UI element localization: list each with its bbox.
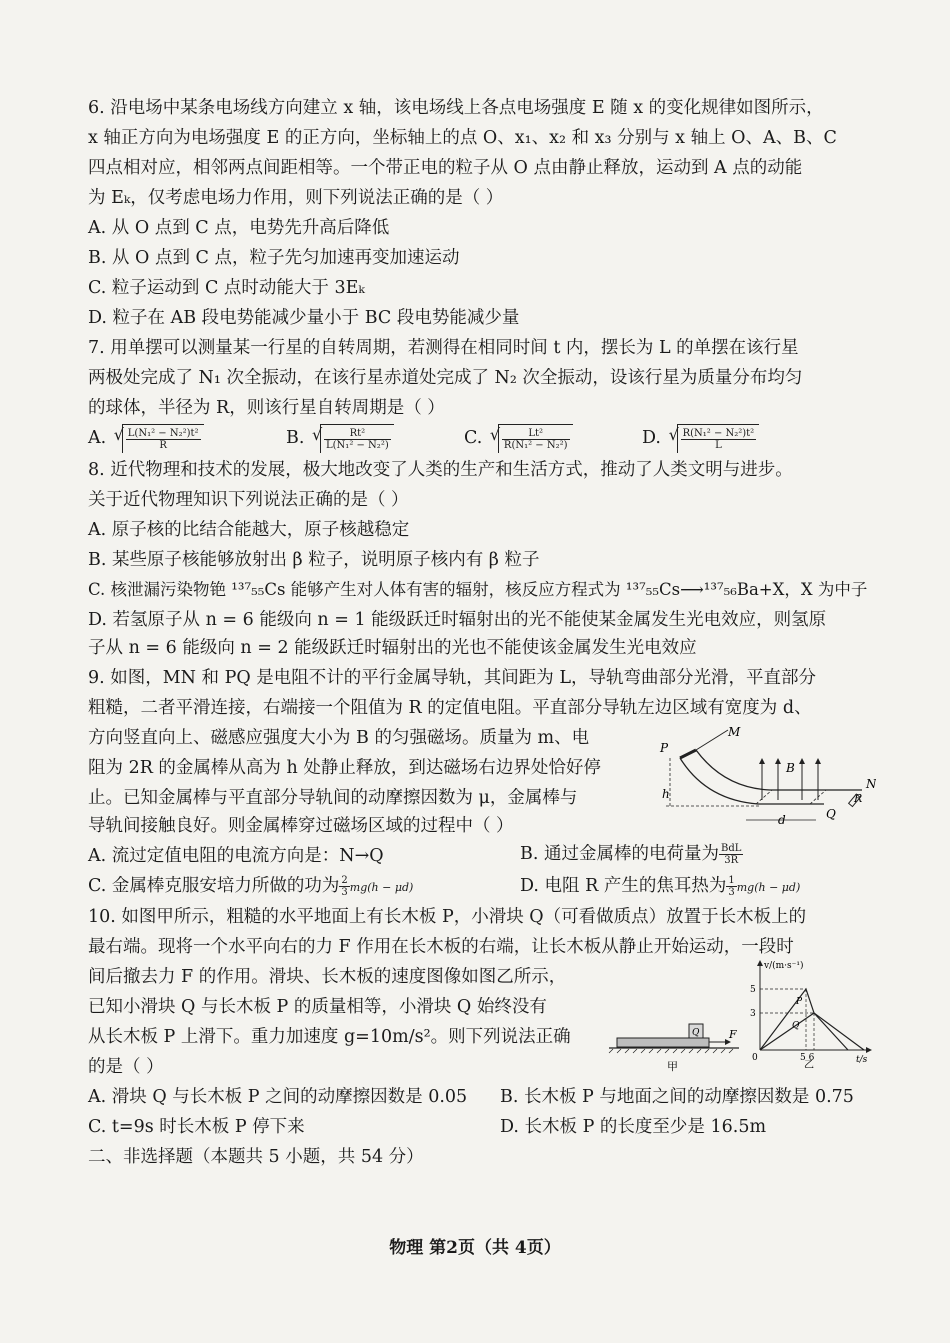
- board-P: [617, 1038, 709, 1047]
- q9-option-a: A. 流过定值电阻的电流方向是：N→Q: [88, 846, 384, 866]
- q8-option-d-cont: 子从 n = 6 能级向 n = 2 能级跃迁时辐射出的光也不能使该金属发生光电效应: [88, 638, 697, 658]
- q10-line-4: 已知小滑块 Q 与长木板 P 的质量相等，小滑块 Q 始终没有: [88, 997, 547, 1017]
- q7-d-den: L: [715, 440, 722, 451]
- label-N: N: [866, 777, 876, 791]
- q7-a-num: √ L(N₁² − N₂²)t²: [127, 428, 199, 439]
- tick-t0: 0: [752, 1053, 758, 1063]
- q7-c-den: R(N₁² − N₂²): [503, 440, 568, 451]
- q6-line-4: 为 Eₖ，仅考虑电场力作用，则下列说法正确的是（ ）: [88, 188, 504, 208]
- q9-line-6: 导轨间接触良好。则金属棒穿过磁场区域的过程中（ ）: [88, 816, 514, 836]
- q10-option-a: A. 滑块 Q 与长木板 P 之间的动摩擦因数是 0.05: [88, 1087, 468, 1107]
- q7-d-num: √ R(N₁² − N₂²)t²: [682, 428, 755, 439]
- q8-line-2: 关于近代物理知识下列说法正确的是（ ）: [88, 490, 409, 510]
- q6-option-d: D. 粒子在 AB 段电势能减少量小于 BC 段电势能减少量: [88, 308, 520, 328]
- page-footer: 物理 第2页（共 4页）: [389, 1238, 561, 1258]
- rail-diagram: [648, 722, 876, 834]
- q9-line-2: 粗糙，二者平滑连接，右端接一个阻值为 R 的定值电阻。平直部分导轨左边区域有宽度为 d、: [88, 698, 812, 718]
- q7-a-den: R: [159, 440, 167, 451]
- q8-option-a: A. 原子核的比结合能越大，原子核越稳定: [88, 520, 410, 540]
- q7-line-1: 7. 用单摆可以测量某一行星的自转周期，若测得在相同时间 t 内，摆长为 L 的单摆在该行星: [88, 338, 799, 358]
- q8-line-1: 8. 近代物理和技术的发展，极大地改变了人类的生产和生活方式，推动了人类文明与进步。: [88, 460, 793, 480]
- label-Q-graph: Q: [792, 1021, 800, 1031]
- tick-t56: 5 6: [800, 1053, 815, 1063]
- label-d: d: [778, 813, 786, 827]
- label-P-graph: P: [796, 997, 803, 1007]
- q10-line-3: 间后撤去力 F 的作用。滑块、长木板的速度图像如图乙所示，: [88, 967, 567, 987]
- q9-line-4: 阻为 2R 的金属棒从高为 h 处静止释放，到达磁场右边界处恰好停: [88, 758, 601, 778]
- label-jia: 甲: [667, 1060, 678, 1073]
- q9-option-d: D. 电阻 R 产生的焦耳热为 $\frac{1}{3}$ mg(h − μd): [520, 875, 801, 898]
- q9-line-1: 9. 如图，MN 和 PQ 是电阻不计的平行金属导轨，其间距为 L，导轨弯曲部分光滑，平直部分: [88, 668, 816, 688]
- metal-rod: [680, 750, 696, 758]
- q8-option-d: D. 若氢原子从 n = 6 能级向 n = 1 能级跃迁时辐射出的光不能使某金属发生光电效应，则氢原: [88, 610, 827, 630]
- q7-option-d: D. √ $\frac{\text{R(N₁² − N₂²)t²}}{L}$: [642, 424, 759, 453]
- q8-option-b: B. 某些原子核能够放射出 β 粒子，说明原子核内有 β 粒子: [88, 550, 540, 570]
- label-F: F: [729, 1028, 737, 1041]
- q6-option-c: C. 粒子运动到 C 点时动能大于 3Eₖ: [88, 278, 365, 298]
- vt-graph-yi: [744, 956, 878, 1068]
- q9-option-c: C. 金属棒克服安培力所做的功为 $\frac{2}{3}$ mg(h − μd): [88, 875, 414, 898]
- q7-line-2: 两极处完成了 N₁ 次全振动，在该行星赤道处完成了 N₂ 次全振动，设该行星为质量分布均匀: [88, 368, 803, 388]
- tick-v3: 3: [750, 1009, 756, 1019]
- q6-line-2: x 轴正方向为电场强度 E 的正方向，坐标轴上的点 O、x₁、x₂ 和 x₃ 分别与 x 轴上 O、A、B、C: [88, 128, 837, 148]
- label-R: R: [854, 792, 863, 805]
- q7-line-3: 的球体，半径为 R，则该行星自转周期是（ ）: [88, 398, 445, 418]
- tick-v5: 5: [750, 985, 756, 995]
- q8-option-c: C. 核泄漏污染物铯 ¹³⁷₅₅Cs 能够产生对人体有害的辐射，核反应方程式为 ¹³⁷₅₅Cs⟶¹³⁷₅₆Ba+X，X 为中子: [88, 580, 868, 599]
- label-h: h: [662, 787, 670, 801]
- q7-b-num: √ Rt²: [324, 428, 391, 440]
- label-B: B: [786, 761, 795, 775]
- q6-line-3: 四点相对应，相邻两点间距相等。一个带正电的粒子从 O 点由静止释放，运动到 A 点的动能: [88, 158, 803, 178]
- q7-option-a: A. √ $\frac{\text{L(N₁² − N₂²)t²}}{R}$: [88, 424, 204, 453]
- axis-label-t: t/s: [856, 1055, 868, 1065]
- q10-option-c: C. t=9s 时长木板 P 停下来: [88, 1117, 305, 1137]
- q10-line-5: 从长木板 P 上滑下。重力加速度 g=10m/s²。则下列说法正确: [88, 1027, 571, 1047]
- axis-label-v: v/(m·s⁻¹): [764, 961, 804, 971]
- q10-line-2: 最右端。现将一个水平向右的力 F 作用在长木板的右端，让长木板从静止开始运动，一段时: [88, 937, 794, 957]
- label-M: M: [728, 725, 741, 739]
- q10-line-6: 的是（ ）: [88, 1057, 164, 1077]
- q6-line-1: 6. 沿电场中某条电场线方向建立 x 轴，该电场线上各点电场强度 E 随 x 的变化规律如图所示，: [88, 98, 824, 118]
- q9-line-3: 方向竖直向上、磁感应强度大小为 B 的匀强磁场。质量为 m、电: [88, 728, 590, 748]
- q6-option-b: B. 从 O 点到 C 点，粒子先匀加速再变加速运动: [88, 248, 460, 268]
- label-P: P: [660, 741, 669, 755]
- rail-MN: [696, 750, 862, 790]
- q7-option-b: B. √ $\frac{\text{Rt²}}{\text{L(N₁² − N₂²)}}$: [286, 424, 394, 453]
- q10-option-b: B. 长木板 P 与地面之间的动摩擦因数是 0.75: [500, 1087, 854, 1107]
- label-Q: Q: [826, 807, 836, 821]
- q6-option-a: A. 从 O 点到 C 点，电势先升高后降低: [88, 218, 390, 238]
- section-heading: 二、非选择题（本题共 5 小题，共 54 分）: [88, 1147, 424, 1167]
- q7-c-num: √ Lt²: [502, 428, 570, 440]
- q9-option-b: B. 通过金属棒的电荷量为 $\frac{\text{BdL}}{3R}$: [520, 843, 742, 866]
- label-Q: Q: [692, 1028, 700, 1038]
- board-diagram-jia: [605, 1010, 743, 1074]
- q10-line-1: 10. 如图甲所示，粗糙的水平地面上有长木板 P，小滑块 Q（可看做质点）放置于长木板上的: [88, 907, 807, 927]
- label-yi: 乙: [804, 1060, 814, 1068]
- q7-b-den: L(N₁² − N₂²): [326, 440, 389, 451]
- q10-option-d: D. 长木板 P 的长度至少是 16.5m: [500, 1117, 767, 1137]
- q9-line-5: 止。已知金属棒与平直部分导轨间的动摩擦因数为 μ，金属棒与: [88, 788, 578, 808]
- q7-option-c: C. √ $\frac{\text{Lt²}}{\text{R(N₁² − N₂²)}}$: [464, 424, 573, 453]
- curve-Q: [760, 1013, 864, 1050]
